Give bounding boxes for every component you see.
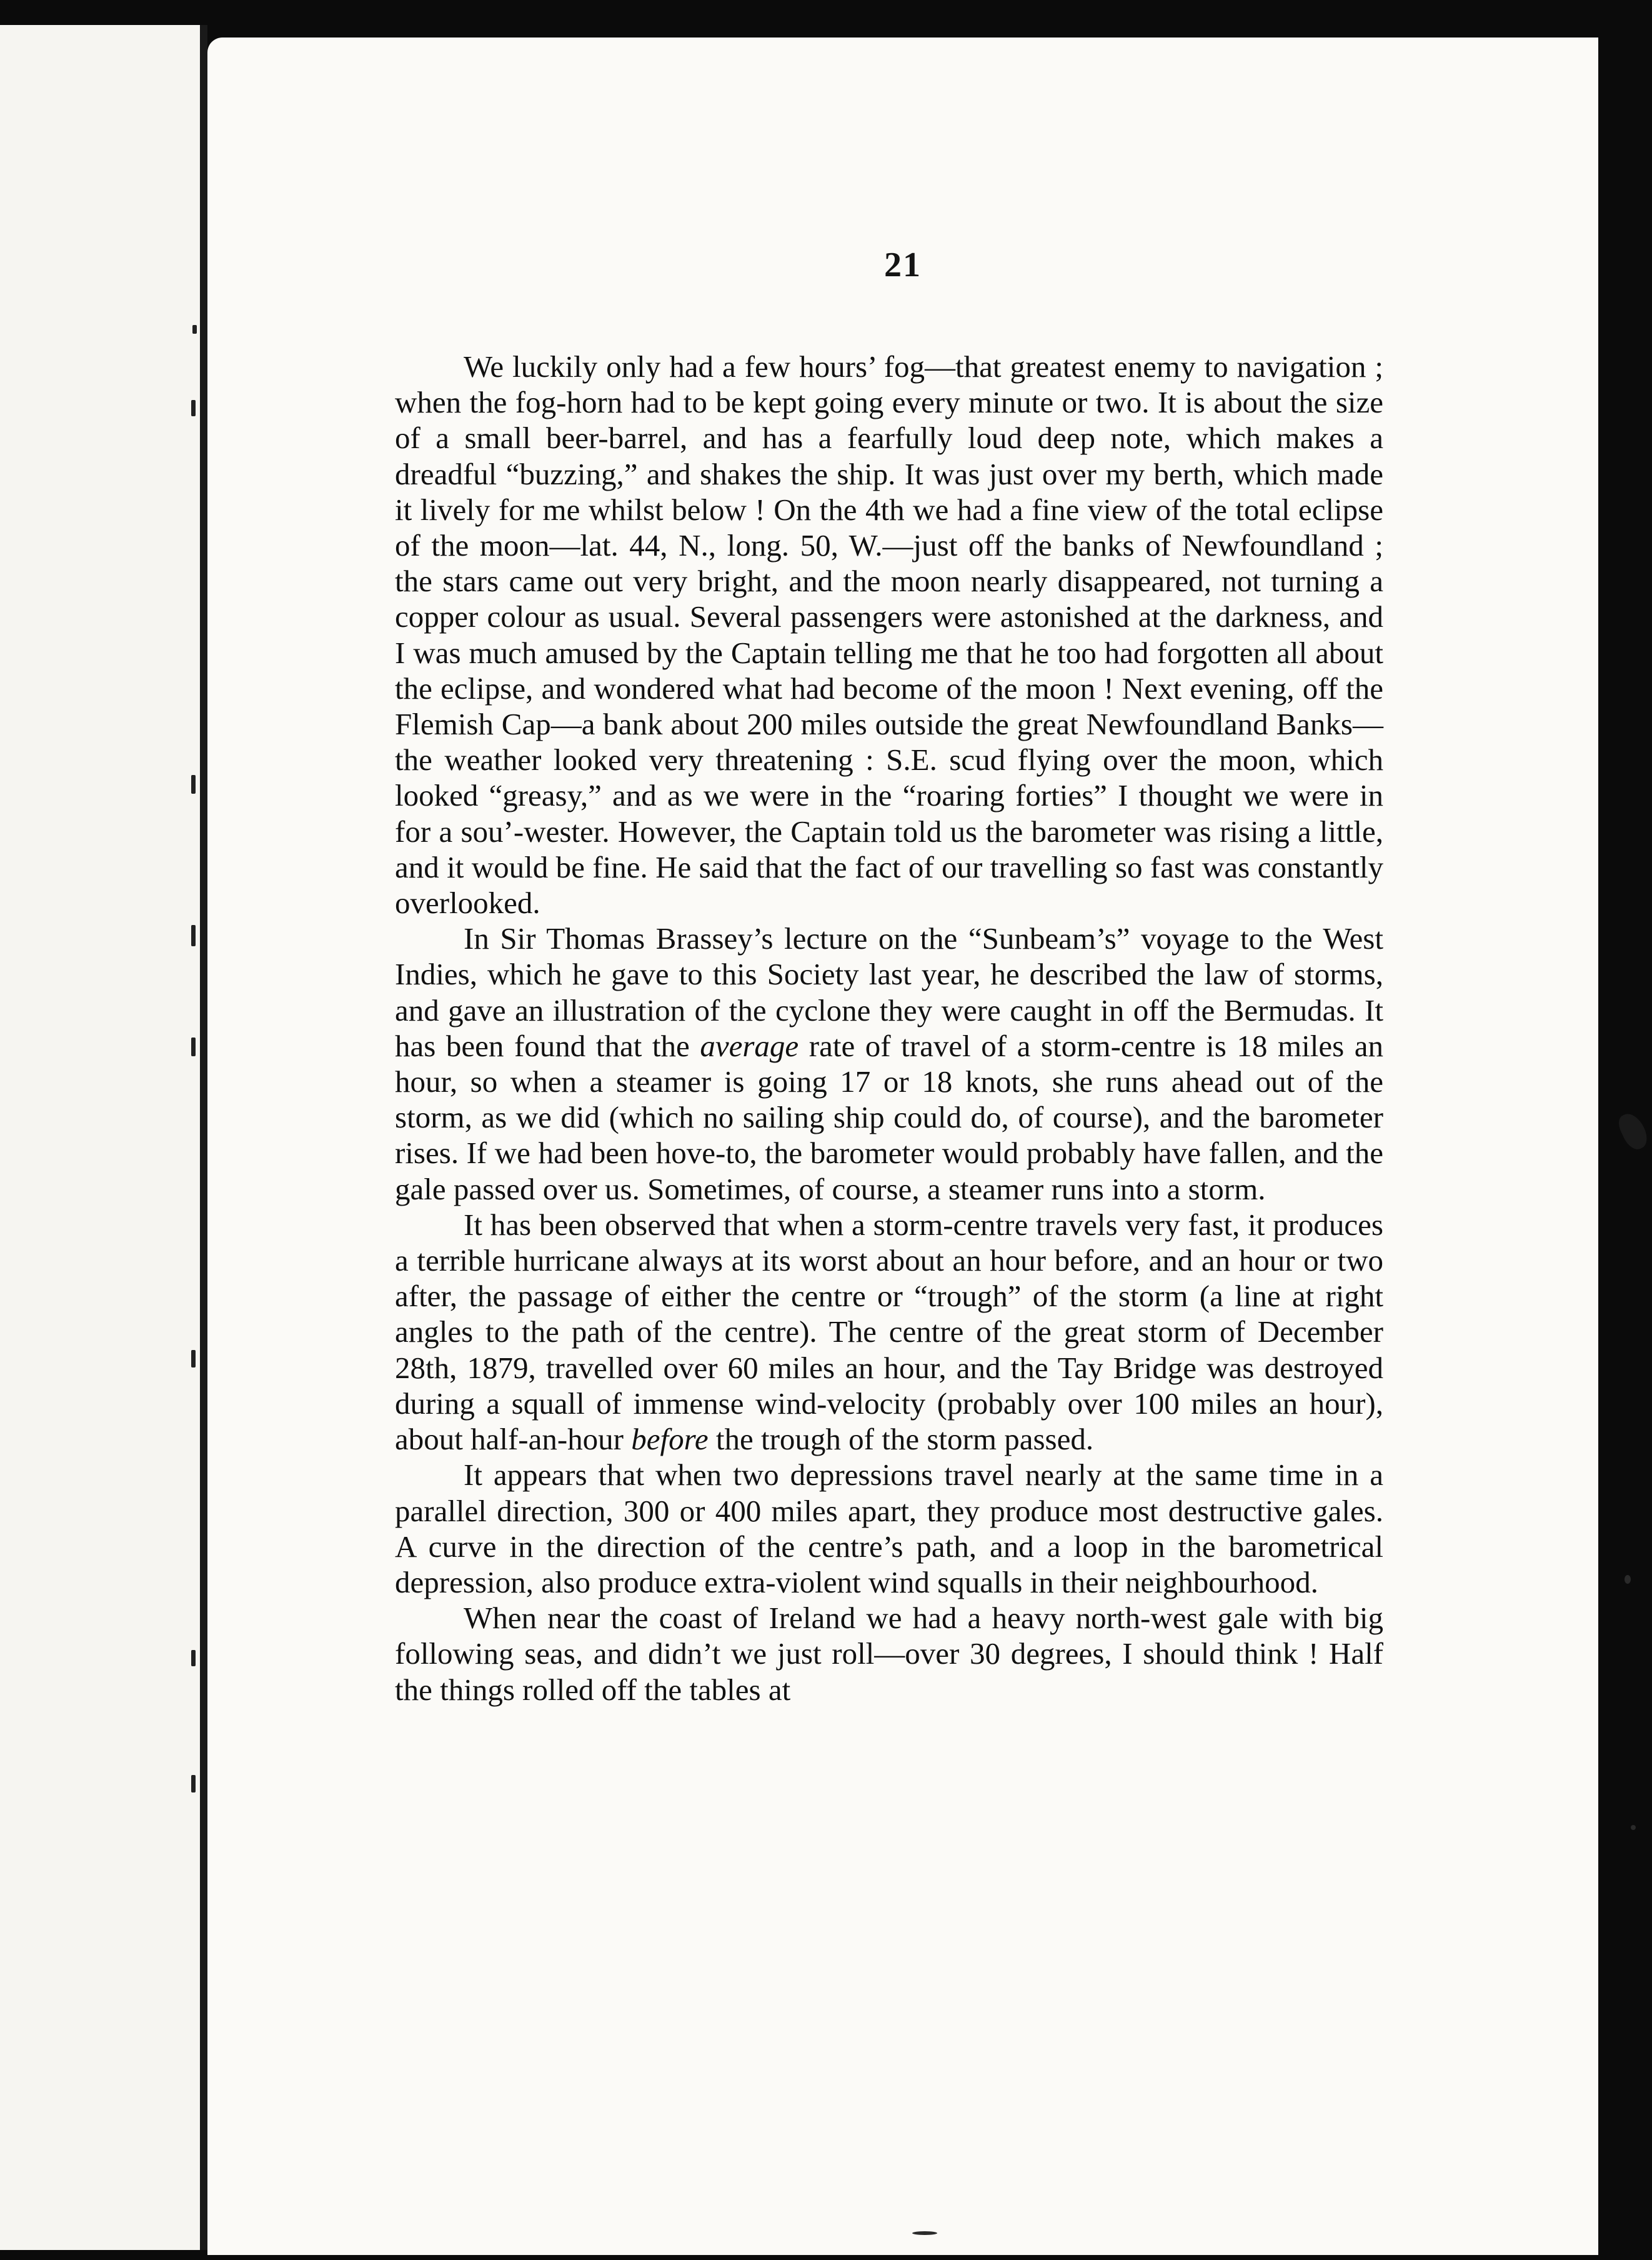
paragraph [395,1600,1383,1708]
paragraph [395,921,1383,1207]
paragraph [395,1207,1383,1457]
edge-mark [191,1775,196,1792]
paragraph-text: rate of travel of a storm-centre is 18 miles an hour, so when a steamer is going 17 or 18 knots, she runs ahead out of the storm, as we did (which no sailing ship could do, of course), and the barometer rises. If we had been hove-to, the barometer would probably have fallen, and the gale passed over us. Sometimes, of course, a steamer runs into a storm. [395,1028,1383,1206]
dust-speck [912,2231,937,2235]
dust-speck [1631,1825,1636,1830]
body-text [395,349,1383,1708]
paragraph-text: We luckily only had a few hours’ fog—that greatest enemy to navigation ; when the fog-horn had to be kept going every minute or two. It is about the size of a small beer-barrel, and has a fearfully loud deep note, which makes a dreadful “buzzing,” and shakes the ship. It was just over my berth, which made it lively for me whilst below ! On the 4th we had a fine view of the total eclipse of the moon—lat. 44, N., long. 50, W.—just off the banks of Newfoundland ; the stars came out very bright, and the moon nearly disappeared, not turning a copper colour as usual. Several passengers were astonished at the darkness, and I was much amused by the Captain telling me that he too had forgotten all about the eclipse, and wondered what had become of the moon ! Next evening, off the Flemish Cap—a bank about 200 miles outside the great Newfoundland Banks—the weather looked very threatening : S.E. scud flying over the moon, which looked “greasy,” and as we were in the “roaring forties” I thought we were in for a sou’-wester. However, the Captain told us the barometer was rising a little, and it would be fine. He said that the fact of our travelling so fast was constantly overlooked. [395,349,1383,921]
paragraph-text: It has been observed that when a storm-centre travels very fast, it produces a terrible hurricane always at its worst about an hour before, and an hour or two after, the passage of either the centre or “trough” of the storm (a line at right angles to the path of the centre). The centre of the great storm of December 28th, 1879, travelled over 60 miles an hour, and the Tay Bridge was destroyed during a squall of immense wind-velocity (probably over 100 miles an hour), about half-an-hour [395,1207,1383,1457]
edge-mark [191,1650,196,1666]
paragraph-text: When near the coast of Ireland we had a heavy north-west gale with big following seas, and didn’t we just roll—over 30 degrees, I should think ! Half the things rolled off the tables at [395,1601,1383,1707]
page-number: 21 [884,246,922,284]
book-page [207,38,1598,2255]
dust-speck [1625,1575,1631,1584]
edge-mark [191,1038,196,1056]
edge-mark [192,325,197,334]
paragraph [395,1457,1383,1600]
edge-mark [191,775,196,794]
page-edge-blot [1615,1109,1651,1153]
edge-mark [191,1350,196,1368]
edge-mark [191,400,196,416]
paragraph [395,349,1383,921]
facing-page-edge [0,25,204,2250]
book-gutter [200,25,207,2250]
italic-text: average [700,1028,799,1063]
edge-mark [191,925,196,946]
italic-text: before [631,1422,709,1457]
paragraph-text: In Sir Thomas Brassey’s lecture on the “Sunbeam’s” voyage to the West Indies, which he gave to this Society last year, he described the law of storms, and gave an illustration of the cyclone they were caught in off the Bermudas. It has been found that the [395,921,1383,1063]
paragraph-text: It appears that when two depressions travel nearly at the same time in a parallel direction, 300 or 400 miles apart, they produce most destructive gales. A curve in the direction of the centre’s path, and a loop in the barometrical depression, also produce extra-violent wind squalls in their neighbourhood. [395,1458,1383,1599]
paragraph-text: the trough of the storm passed. [708,1422,1094,1457]
